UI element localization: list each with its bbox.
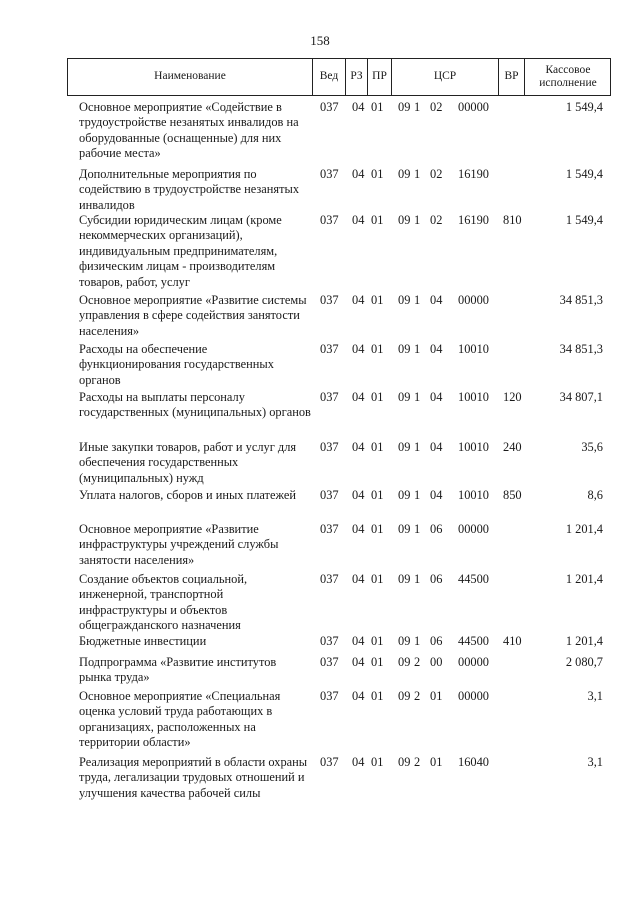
header-ved: Вед <box>313 59 346 95</box>
row-name: Основное мероприятие «Специальная оценка условий труда работающих в организациях, расположенных на территории области» <box>79 689 281 750</box>
row-csr-direction: 44500 <box>458 572 489 586</box>
row-csr-direction: 10010 <box>458 440 489 454</box>
row-rz: 04 <box>352 100 365 114</box>
row-name: Иные закупки товаров, работ и услуг для обеспечения государственных (муниципальных) нужд <box>79 440 297 485</box>
row-rz: 04 <box>352 634 365 648</box>
row-csr-program: 09 <box>398 689 411 703</box>
row-rz: 04 <box>352 440 365 454</box>
row-amount: 1 549,4 <box>565 167 603 181</box>
row-ved: 037 <box>320 100 339 114</box>
row-csr-program: 09 <box>398 213 411 227</box>
row-csr-direction: 00000 <box>458 522 489 536</box>
row-amount: 3,1 <box>587 689 603 703</box>
row-name: Основное мероприятие «Развитие инфраструктуры учреждений службы занятости населения» <box>79 522 279 567</box>
row-amount: 1 549,4 <box>565 100 603 114</box>
row-csr-program: 09 <box>398 634 411 648</box>
row-ved: 037 <box>320 167 339 181</box>
row-name: Создание объектов социальной, инженерной, транспортной инфраструктуры и объектов общегражданского назначения <box>79 572 248 633</box>
row-amount: 3,1 <box>587 755 603 769</box>
row-pr: 01 <box>371 167 384 181</box>
row-pr: 01 <box>371 293 384 307</box>
row-csr-event: 01 <box>430 755 443 769</box>
row-csr-subprogram: 1 <box>414 440 421 454</box>
row-csr-program: 09 <box>398 440 411 454</box>
row-vr: 810 <box>503 213 522 227</box>
row-name: Субсидии юридическим лицам (кроме некоммерческих организаций), индивидуальным предпринимателям, физическим лицам - производителям товаров, работ, услуг <box>79 213 282 289</box>
row-name: Расходы на выплаты персоналу государственных (муниципальных) органов <box>79 390 311 420</box>
row-rz: 04 <box>352 167 365 181</box>
row-ved: 037 <box>320 689 339 703</box>
header-amount-line2: исполнение <box>539 77 597 89</box>
row-pr: 01 <box>371 440 384 454</box>
row-csr-event: 04 <box>430 390 443 404</box>
row-name: Бюджетные инвестиции <box>79 634 207 648</box>
row-csr-program: 09 <box>398 655 411 669</box>
row-amount: 2 080,7 <box>565 655 603 669</box>
row-name: Подпрограмма «Развитие институтов рынка труда» <box>79 655 277 685</box>
row-rz: 04 <box>352 342 365 356</box>
row-csr-event: 01 <box>430 689 443 703</box>
row-name: Расходы на обеспечение функционирования государственных органов <box>79 342 274 387</box>
row-ved: 037 <box>320 440 339 454</box>
row-csr-subprogram: 1 <box>414 634 421 648</box>
row-amount: 1 201,4 <box>565 572 603 586</box>
row-csr-program: 09 <box>398 342 411 356</box>
row-pr: 01 <box>371 213 384 227</box>
row-vr: 410 <box>503 634 522 648</box>
row-ved: 037 <box>320 342 339 356</box>
header-amount-line1: Кассовое <box>545 63 591 76</box>
row-amount: 1 201,4 <box>565 522 603 536</box>
header-csr: ЦСР <box>392 59 499 95</box>
row-csr-direction: 00000 <box>458 100 489 114</box>
row-csr-direction: 10010 <box>458 342 489 356</box>
row-pr: 01 <box>371 689 384 703</box>
row-csr-subprogram: 2 <box>414 755 421 769</box>
row-rz: 04 <box>352 488 365 502</box>
row-csr-program: 09 <box>398 755 411 769</box>
header-amount <box>525 59 611 95</box>
row-pr: 01 <box>371 634 384 648</box>
row-csr-direction: 44500 <box>458 634 489 648</box>
row-name: Уплата налогов, сборов и иных платежей <box>79 488 297 502</box>
row-csr-direction: 00000 <box>458 689 489 703</box>
row-ved: 037 <box>320 755 339 769</box>
row-pr: 01 <box>371 342 384 356</box>
row-csr-subprogram: 1 <box>414 213 421 227</box>
row-name: Дополнительные мероприятия по содействию в трудоустройстве незанятых инвалидов <box>79 167 300 212</box>
row-rz: 04 <box>352 293 365 307</box>
row-rz: 04 <box>352 390 365 404</box>
row-pr: 01 <box>371 488 384 502</box>
row-csr-subprogram: 1 <box>414 390 421 404</box>
row-ved: 037 <box>320 293 339 307</box>
row-csr-direction: 00000 <box>458 293 489 307</box>
row-rz: 04 <box>352 755 365 769</box>
row-csr-subprogram: 1 <box>414 100 421 114</box>
header-vr: ВР <box>499 59 525 95</box>
row-csr-event: 06 <box>430 522 443 536</box>
row-csr-event: 04 <box>430 342 443 356</box>
row-amount: 8,6 <box>587 488 603 502</box>
row-rz: 04 <box>352 572 365 586</box>
row-ved: 037 <box>320 213 339 227</box>
row-csr-subprogram: 1 <box>414 342 421 356</box>
row-csr-program: 09 <box>398 522 411 536</box>
row-csr-program: 09 <box>398 572 411 586</box>
row-name: Основное мероприятие «Содействие в трудоустройстве незанятых инвалидов на оборудованные (оснащенные) для них рабочие места» <box>79 100 299 161</box>
row-pr: 01 <box>371 100 384 114</box>
header-name: Наименование <box>68 59 313 95</box>
row-csr-program: 09 <box>398 293 411 307</box>
row-csr-direction: 10010 <box>458 488 489 502</box>
row-csr-subprogram: 1 <box>414 167 421 181</box>
row-csr-subprogram: 1 <box>414 293 421 307</box>
row-csr-subprogram: 2 <box>414 689 421 703</box>
page-number: 158 <box>310 33 330 48</box>
row-vr: 120 <box>503 390 522 404</box>
row-pr: 01 <box>371 522 384 536</box>
row-csr-direction: 00000 <box>458 655 489 669</box>
row-ved: 037 <box>320 390 339 404</box>
row-csr-event: 04 <box>430 440 443 454</box>
row-csr-event: 06 <box>430 634 443 648</box>
row-csr-program: 09 <box>398 488 411 502</box>
row-pr: 01 <box>371 655 384 669</box>
row-csr-subprogram: 2 <box>414 655 421 669</box>
row-csr-subprogram: 1 <box>414 522 421 536</box>
row-csr-event: 02 <box>430 167 443 181</box>
row-csr-direction: 10010 <box>458 390 489 404</box>
header-pr: ПР <box>368 59 392 95</box>
row-csr-event: 06 <box>430 572 443 586</box>
row-csr-program: 09 <box>398 100 411 114</box>
row-amount: 34 851,3 <box>559 293 603 307</box>
row-pr: 01 <box>371 755 384 769</box>
row-csr-event: 04 <box>430 488 443 502</box>
row-csr-event: 02 <box>430 100 443 114</box>
row-pr: 01 <box>371 390 384 404</box>
row-csr-subprogram: 1 <box>414 572 421 586</box>
row-csr-event: 00 <box>430 655 443 669</box>
row-rz: 04 <box>352 522 365 536</box>
row-amount: 1 201,4 <box>565 634 603 648</box>
row-csr-subprogram: 1 <box>414 488 421 502</box>
table-header <box>67 58 611 96</box>
row-csr-program: 09 <box>398 390 411 404</box>
row-csr-program: 09 <box>398 167 411 181</box>
row-ved: 037 <box>320 522 339 536</box>
row-csr-event: 02 <box>430 213 443 227</box>
row-amount: 34 851,3 <box>559 342 603 356</box>
row-amount: 1 549,4 <box>565 213 603 227</box>
header-rz: РЗ <box>346 59 368 95</box>
row-rz: 04 <box>352 213 365 227</box>
row-name: Основное мероприятие «Развитие системы управления в сфере содействия занятости населения» <box>79 293 307 338</box>
row-rz: 04 <box>352 655 365 669</box>
row-ved: 037 <box>320 488 339 502</box>
row-csr-direction: 16190 <box>458 167 489 181</box>
row-name: Реализация мероприятий в области охраны труда, легализации трудовых отношений и улучшения качества рабочей силы <box>79 755 308 800</box>
row-ved: 037 <box>320 634 339 648</box>
row-vr: 850 <box>503 488 522 502</box>
row-ved: 037 <box>320 655 339 669</box>
row-pr: 01 <box>371 572 384 586</box>
row-rz: 04 <box>352 689 365 703</box>
row-amount: 35,6 <box>581 440 603 454</box>
row-ved: 037 <box>320 572 339 586</box>
row-csr-direction: 16040 <box>458 755 489 769</box>
row-csr-direction: 16190 <box>458 213 489 227</box>
row-csr-event: 04 <box>430 293 443 307</box>
row-amount: 34 807,1 <box>559 390 603 404</box>
row-vr: 240 <box>503 440 522 454</box>
